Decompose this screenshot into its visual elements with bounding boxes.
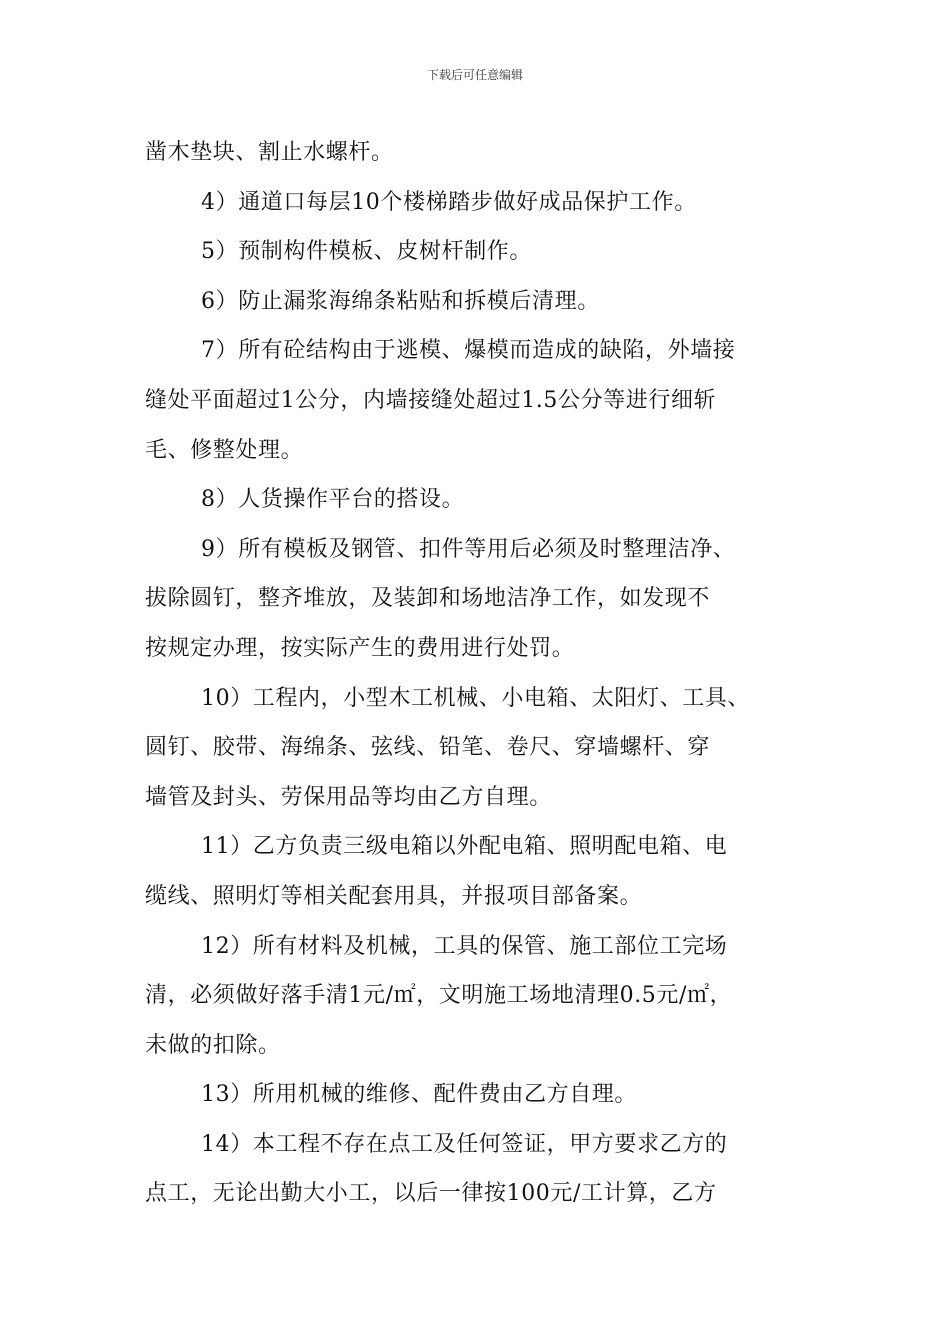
text-line: 圆钉、胶带、海绵条、弦线、铅笔、卷尺、穿墙螺杆、穿	[145, 735, 711, 761]
text-line: 缆线、照明灯等相关配套用具，并报项目部备案。	[145, 883, 643, 909]
text-line: 7）所有砼结构由于逃模、爆模而造成的缺陷，外墙接	[201, 338, 736, 364]
text-line: 毛、修整处理。	[145, 437, 304, 463]
text-line: 4）通道口每层10个楼梯踏步做好成品保护工作。	[201, 189, 697, 215]
text-line: 6）防止漏浆海绵条粘贴和拆模后清理。	[201, 288, 600, 314]
text-line: 凿木垫块、割止水螺杆。	[145, 140, 394, 165]
text-line: 清，必须做好落手清1元/㎡，文明施工场地清理0.5元/㎡，	[145, 983, 733, 1009]
text-line: 10）工程内，小型木工机械、小电箱、太阳灯、工具、	[201, 685, 750, 711]
text-line: 11）乙方负责三级电箱以外配电箱、照明配电箱、电	[201, 834, 728, 860]
text-line: 缝处平面超过1公分，内墙接缝处超过1.5公分等进行细斩	[145, 387, 717, 413]
text-line: 8）人货操作平台的搭设。	[201, 487, 465, 513]
text-line: 12）所有材料及机械，工具的保管、施工部位工完场	[201, 933, 728, 959]
text-line: 9）所有模板及钢管、扣件等用后必须及时整理洁净、	[201, 536, 736, 562]
text-line: 14）本工程不存在点工及任何签证，甲方要求乙方的	[201, 1131, 728, 1157]
text-line: 13）所用机械的维修、配件费由乙方自理。	[201, 1082, 637, 1108]
text-line: 未做的扣除。	[145, 1032, 281, 1058]
document-body	[145, 128, 817, 1219]
text-line: 5）预制构件模板、皮树杆制作。	[201, 239, 532, 265]
header-note: 下载后可任意编辑	[426, 68, 523, 82]
text-line: 拔除圆钉，整齐堆放，及装卸和场地洁净工作，如发现不	[145, 586, 711, 612]
text-line: 按规定办理，按实际产生的费用进行处罚。	[145, 635, 575, 661]
text-line: 点工，无论出勤大小工，以后一律按100元/工计算，乙方	[145, 1181, 717, 1207]
text-line: 墙管及封头、劳保用品等均由乙方自理。	[145, 784, 552, 810]
